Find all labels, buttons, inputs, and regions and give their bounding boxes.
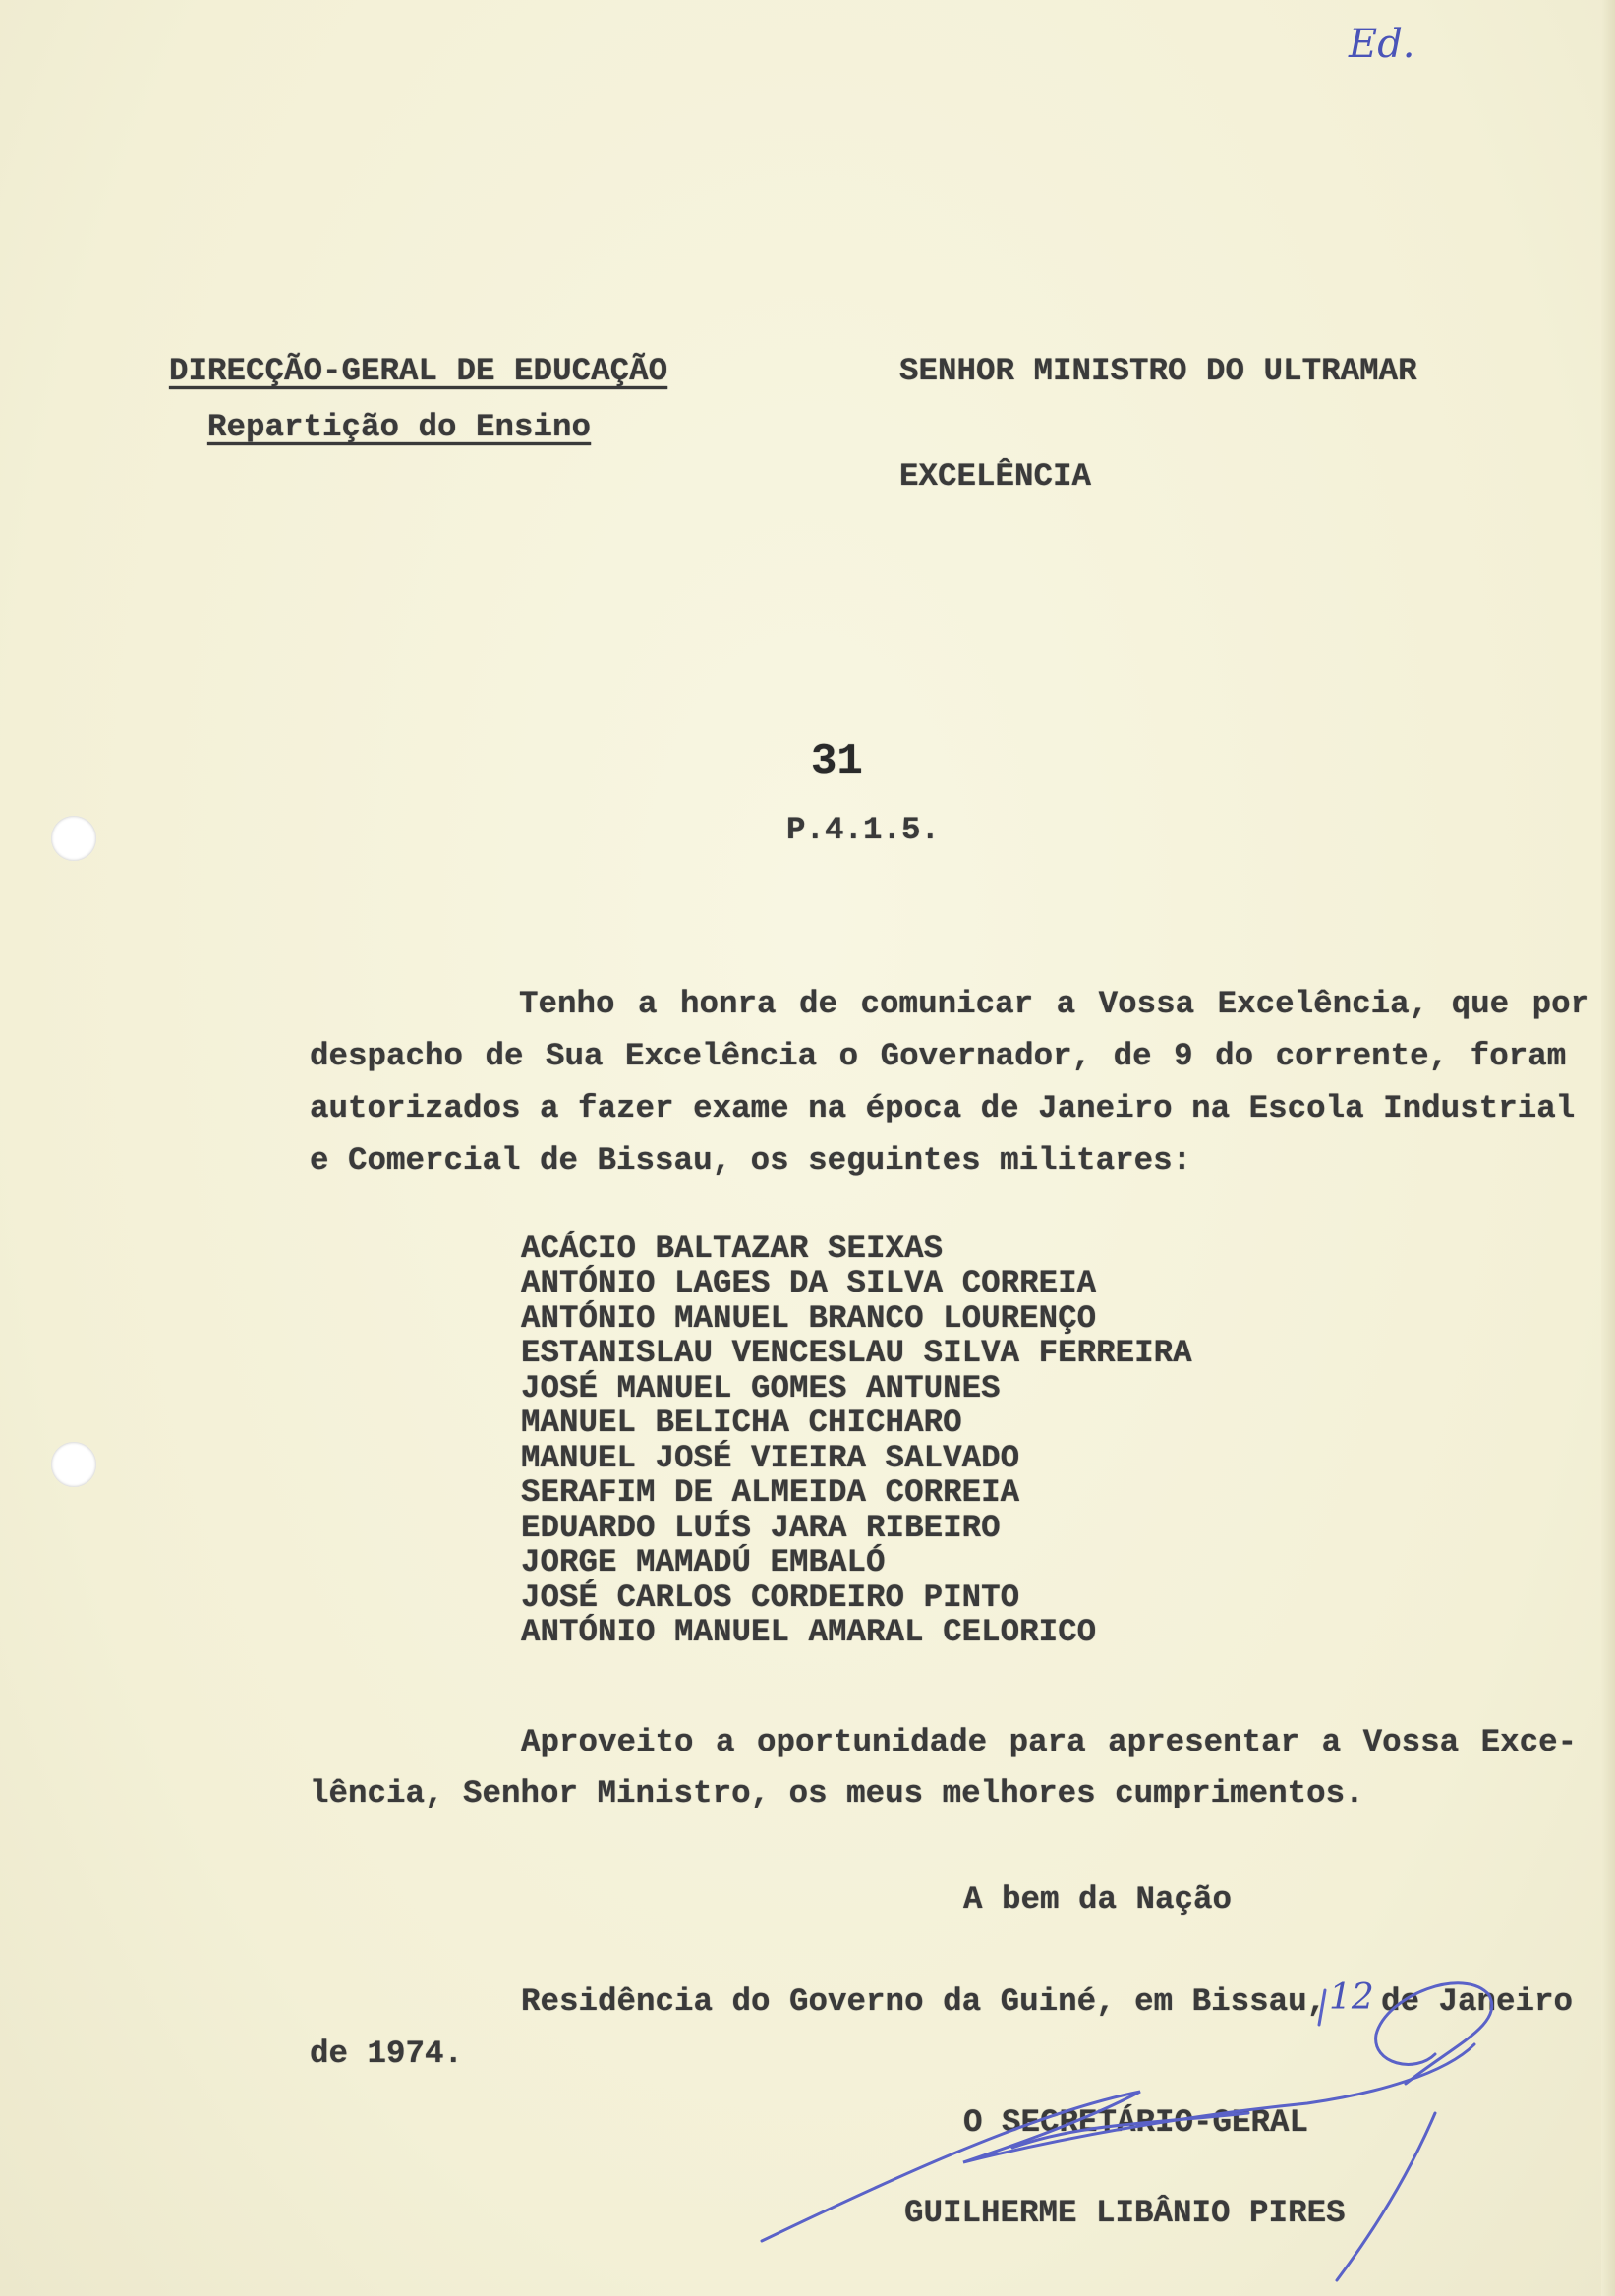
list-item: JOSÉ CARLOS CORDEIRO PINTO (521, 1579, 1020, 1616)
list-item: ANTÓNIO LAGES DA SILVA CORREIA (521, 1265, 1097, 1301)
list-item: MANUEL BELICHA CHICHARO (521, 1405, 962, 1441)
place-date-year: de 1974. (310, 2036, 464, 2072)
paragraph-line: autorizados a fazer exame na época de Janeiro na Escola Industrial (310, 1090, 1576, 1126)
addressee: SENHOR MINISTRO DO ULTRAMAR (899, 353, 1417, 389)
paragraph-line: despacho de Sua Excelência o Governador, de 9 do corrente, foram (310, 1038, 1567, 1074)
section-heading: Repartição do Ensino (207, 409, 592, 445)
list-item: SERAFIM DE ALMEIDA CORREIA (521, 1474, 1020, 1511)
salutation: EXCELÊNCIA (899, 458, 1092, 494)
reference-number: 31 (811, 737, 863, 786)
closing-phrase: A bem da Nação (963, 1881, 1233, 1918)
paragraph-line: Aproveito a oportunidade para apresentar a Vossa Exce- (521, 1724, 1578, 1760)
list-item: ACÁCIO BALTAZAR SEIXAS (521, 1231, 944, 1267)
handwritten-day: 12 (1329, 1978, 1374, 2018)
list-item: ANTÓNIO MANUEL AMARAL CELORICO (521, 1614, 1097, 1650)
paragraph-line: lência, Senhor Ministro, os meus melhores cumprimentos. (310, 1775, 1364, 1811)
signatory-name: GUILHERME LIBÂNIO PIRES (904, 2195, 1346, 2231)
list-item: JOSÉ MANUEL GOMES ANTUNES (521, 1370, 1001, 1406)
list-item: ANTÓNIO MANUEL BRANCO LOURENÇO (521, 1300, 1097, 1337)
list-item: JORGE MAMADÚ EMBALÓ (521, 1544, 886, 1580)
signatory-title: O SECRETÁRIO-GERAL (963, 2104, 1309, 2141)
place-date-month: de Janeiro (1381, 1983, 1574, 2020)
list-item: EDUARDO LUÍS JARA RIBEIRO (521, 1510, 1001, 1546)
list-item: ESTANISLAU VENCESLAU SILVA FERREIRA (521, 1335, 1192, 1371)
list-item: MANUEL JOSÉ VIEIRA SALVADO (521, 1440, 1020, 1476)
place-date: Residência do Governo da Guiné, em Bissau, (521, 1983, 1327, 2020)
department-heading: DIRECÇÃO-GERAL DE EDUCAÇÃO (169, 353, 668, 389)
paragraph-line: e Comercial de Bissau, os seguintes militares: (310, 1142, 1192, 1178)
reference-code: P.4.1.5. (786, 812, 941, 848)
handwritten-annotation: Ed. (1349, 22, 1415, 67)
paragraph-line: Tenho a honra de comunicar a Vossa Excelência, que por (519, 986, 1590, 1022)
